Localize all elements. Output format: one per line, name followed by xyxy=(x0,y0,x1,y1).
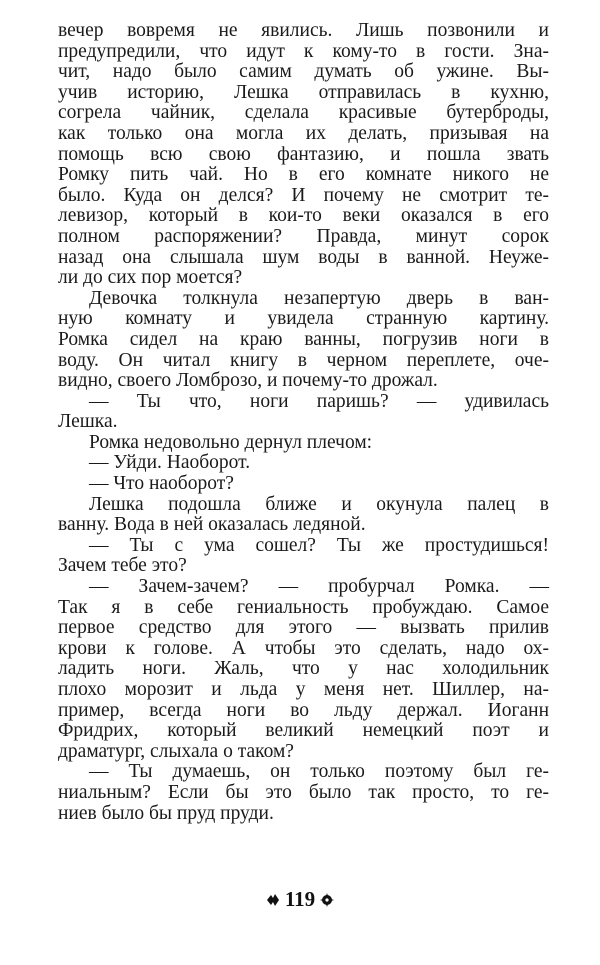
text-line: драматург, слыхала о таком? xyxy=(58,740,294,762)
page-number: 119 xyxy=(284,887,316,911)
text-line: — Ты думаешь, он только поэтому был ге- xyxy=(89,761,549,783)
paragraph xyxy=(58,21,549,289)
text-line: воду. Он читал книгу в черном переплете, оче- xyxy=(58,349,549,371)
text-line: как только она могла их делать, призывая на xyxy=(58,122,549,144)
paragraph xyxy=(58,762,549,824)
text-line: — Ты что, ноги паришь? — удивилась xyxy=(89,390,549,412)
text-line: Ромку пить чай. Но в его комнате никого не xyxy=(58,164,549,186)
book-page-text xyxy=(58,21,549,824)
text-line: первое средство для этого — вызвать прилив xyxy=(58,617,549,639)
text-line: вечер вовремя не явились. Лишь позвонили и xyxy=(58,20,549,41)
text-line: учив историю, Лешка отправилась в кухню, xyxy=(58,81,549,103)
text-line: Так я в себе гениальность пробуждаю. Самое xyxy=(58,596,549,618)
paragraph xyxy=(58,392,549,433)
text-line: плохо морозит и льда у меня нет. Шиллер, на- xyxy=(58,679,549,700)
paragraph xyxy=(58,495,549,536)
paragraph xyxy=(58,433,549,454)
ornament-left-icon xyxy=(266,893,280,907)
ornament-right-icon xyxy=(320,893,334,907)
text-line: предупредили, что идут к кому-то в гости. Зна- xyxy=(58,40,549,62)
paragraph xyxy=(58,474,549,495)
text-line: левизор, который в кои-то веки оказался в его xyxy=(58,205,549,227)
text-line: было. Куда он делся? И почему не смотрит те- xyxy=(58,184,549,206)
text-line: чит, надо было самим думать об ужине. Вы- xyxy=(58,61,549,83)
text-line: Ромка сидел на краю ванны, погрузив ноги в xyxy=(58,328,549,350)
text-line: ванну. Вода в ней оказалась ледяной. xyxy=(58,514,366,536)
text-line: помощь всю свою фантазию, и пошла звать xyxy=(58,143,549,165)
text-line: Ромка недовольно дернул плечом: xyxy=(89,431,373,453)
paragraph xyxy=(58,453,549,474)
text-line: Девочка толкнула незапертую дверь в ван- xyxy=(89,287,549,309)
text-line: ниев было бы пруд пруди. xyxy=(58,802,274,824)
text-line: согрела чайник, сделала красивые бутерброды, xyxy=(58,102,549,124)
text-line: — Уйди. Наоборот. xyxy=(89,452,251,474)
text-line: ниальным? Если бы это было так просто, то ге- xyxy=(58,781,549,803)
text-line: Зачем тебе это? xyxy=(58,555,187,577)
text-line: — Зачем-зачем? — пробурчал Ромка. — xyxy=(89,576,549,598)
text-line: назад она слышала шум воды в ванной. Неуже- xyxy=(58,246,549,268)
text-line: — Что наоборот? xyxy=(89,473,234,495)
paragraph xyxy=(58,577,549,762)
text-line: Фридрих, который великий немецкий поэт и xyxy=(58,720,549,742)
text-line: видно, своего Ломброзо, и почему-то дрожал. xyxy=(58,370,438,392)
text-line: пример, всегда ноги во льду держал. Иоганн xyxy=(58,699,549,721)
text-line: крови к голове. А чтобы это сделать, надо ох- xyxy=(58,637,549,659)
text-line: — Ты с ума сошел? Ты же простудишься! xyxy=(89,534,549,556)
text-line: Лешка. xyxy=(58,411,118,433)
paragraph xyxy=(58,289,549,392)
text-line: полном распоряжении? Правда, минут сорок xyxy=(58,225,549,247)
text-line: ладить ноги. Жаль, что у нас холодильник xyxy=(58,658,549,680)
text-line: Лешка подошла ближе и окунула палец в xyxy=(89,493,549,515)
paragraph xyxy=(58,536,549,577)
page-number-footer xyxy=(0,887,600,912)
text-line: ли до сих пор моется? xyxy=(58,267,243,289)
text-line: ную комнату и увидела странную картину. xyxy=(58,308,549,330)
